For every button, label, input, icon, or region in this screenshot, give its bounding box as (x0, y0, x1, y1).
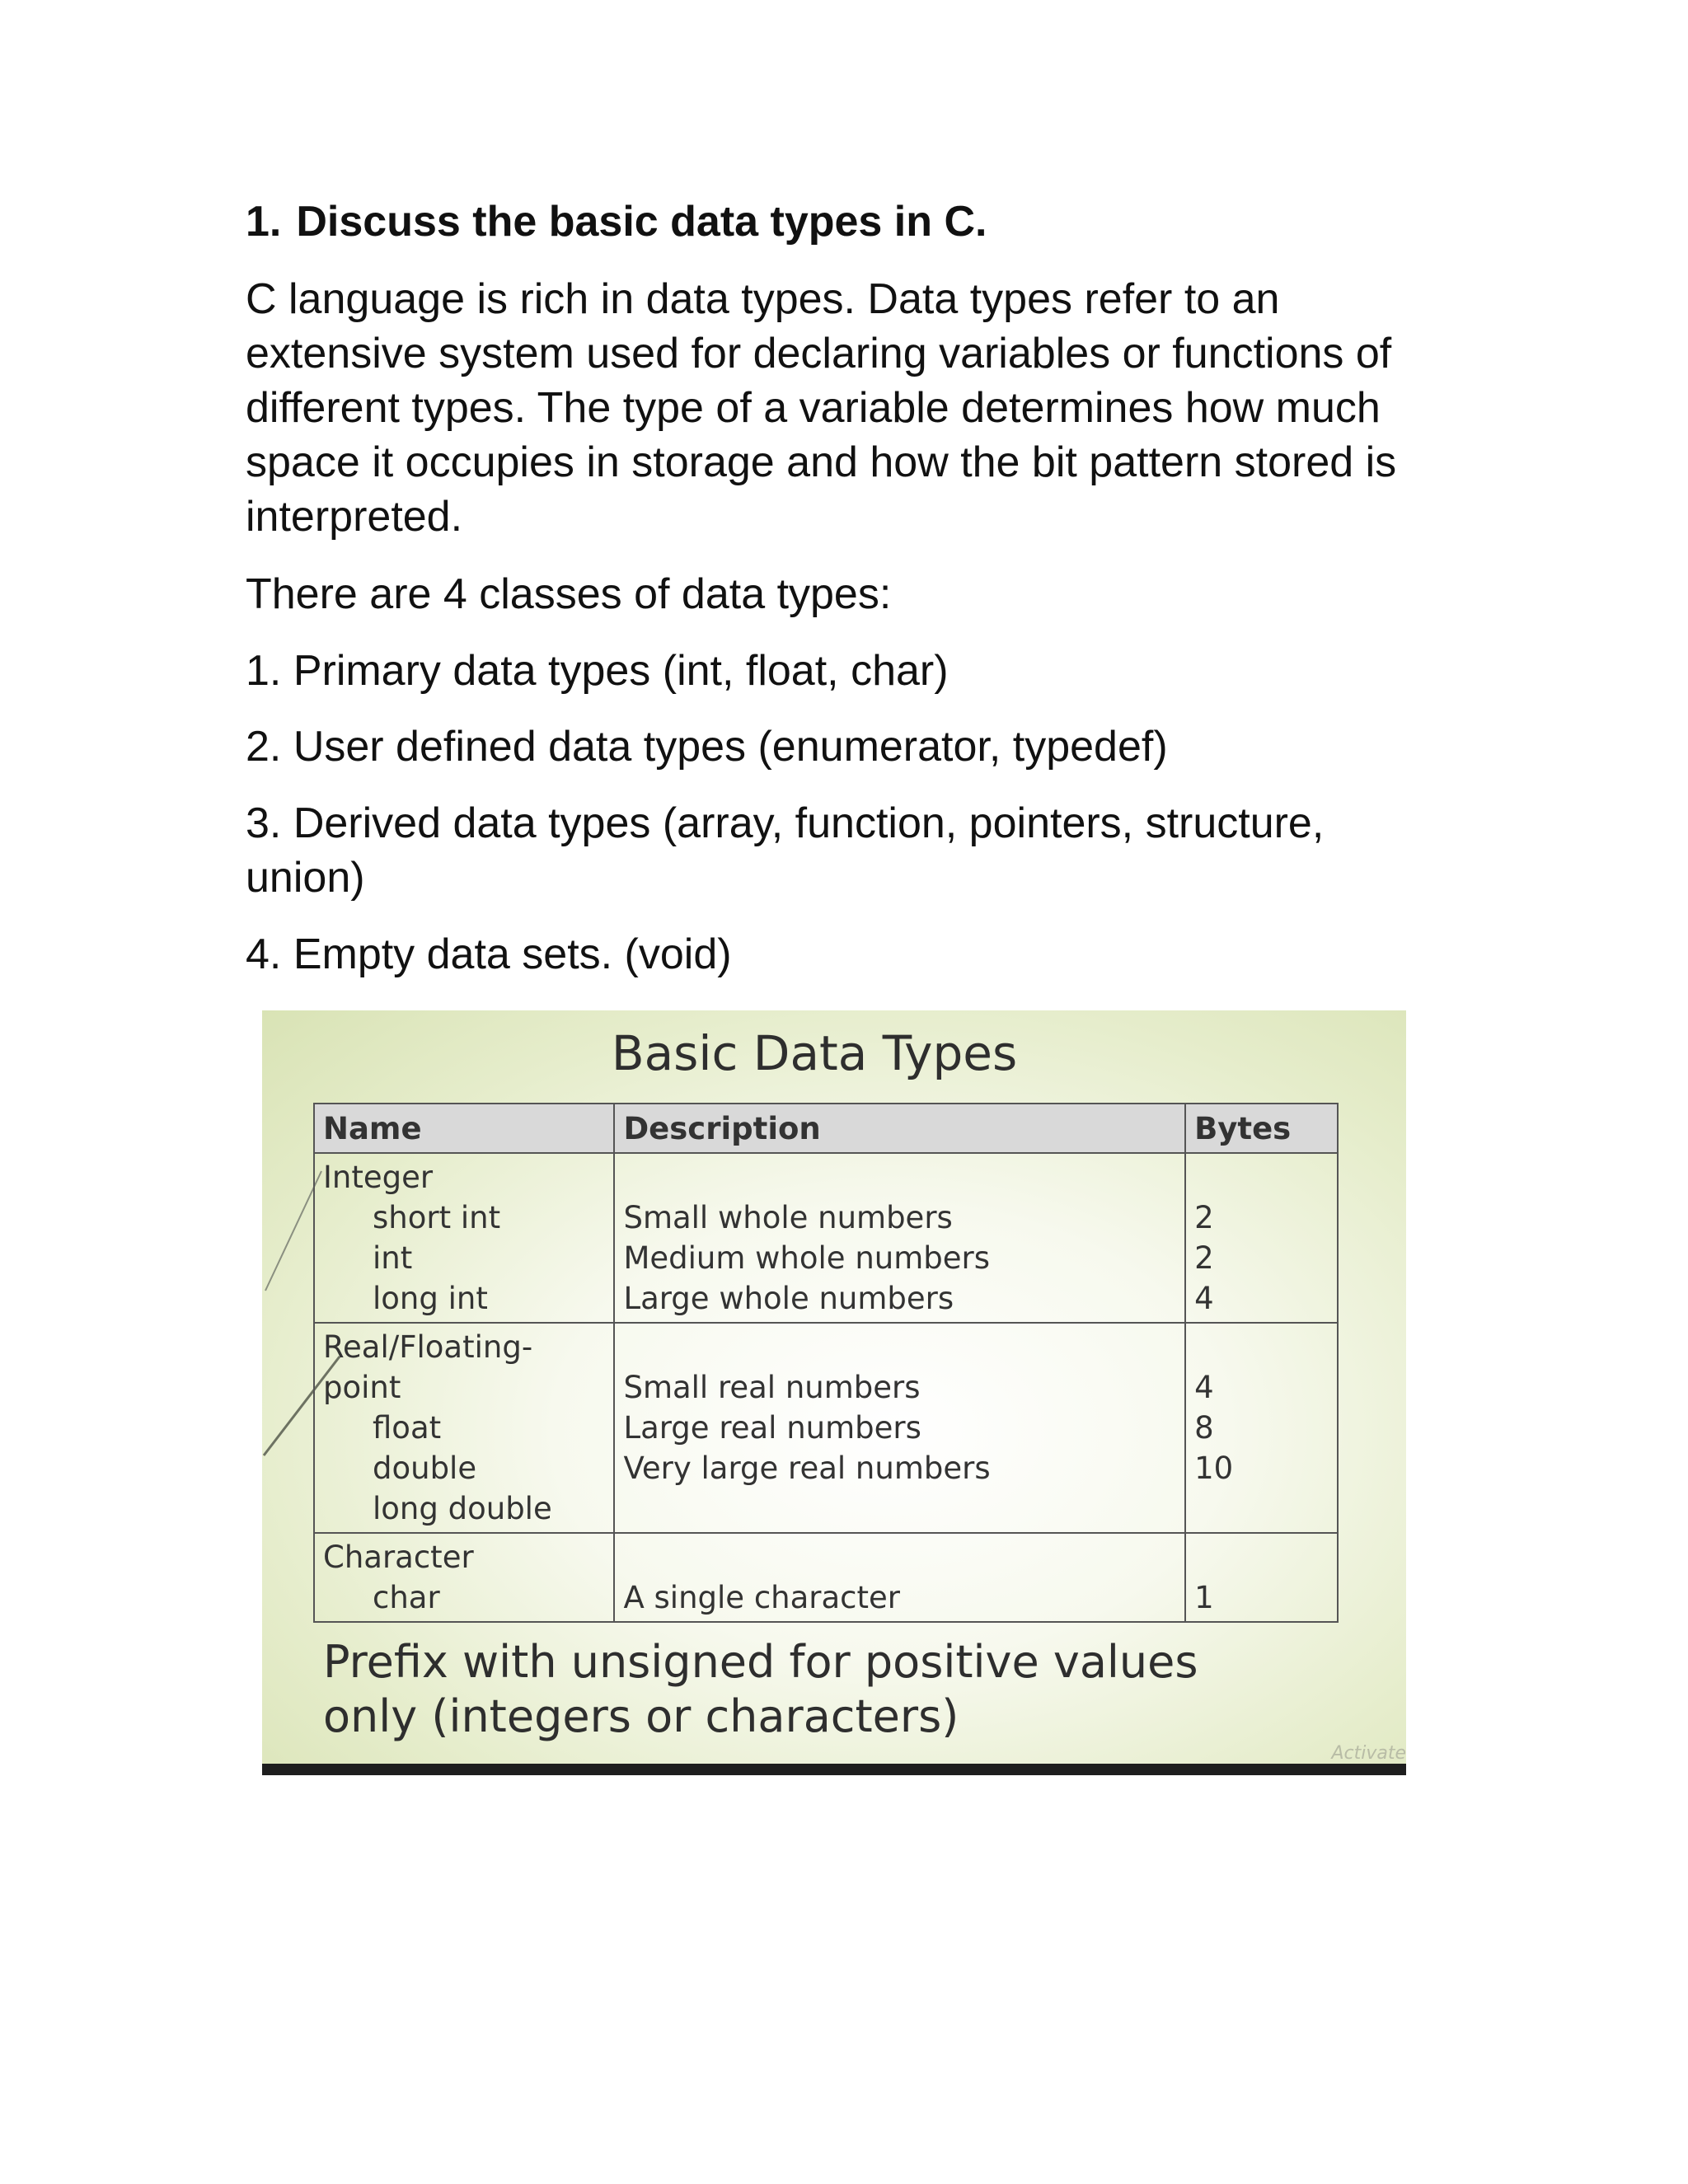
table-row-character (314, 1533, 1338, 1622)
table-row-real (314, 1323, 1338, 1533)
question-title: Discuss the basic data types in C. (296, 198, 987, 246)
real-names (314, 1323, 614, 1533)
table-header-row (314, 1104, 1338, 1153)
slide-image (262, 1010, 1406, 1775)
integer-descriptions (614, 1153, 1185, 1323)
type-description: Small whole numbers (623, 1200, 953, 1235)
group-label-real-cont: point (323, 1370, 401, 1405)
class-item-1: 1. Primary data types (int, float, char) (246, 647, 949, 695)
type-bytes: 10 (1194, 1451, 1234, 1486)
type-bytes: 4 (1194, 1281, 1214, 1316)
type-name: long double (373, 1491, 552, 1526)
type-description: A single character (623, 1580, 901, 1615)
data-types-table (313, 1103, 1339, 1623)
type-description: Large real numbers (623, 1410, 921, 1446)
class-item-2: 2. User defined data types (enumerator, typedef) (246, 723, 1168, 771)
character-bytes (1185, 1533, 1338, 1622)
intro-paragraph: C language is rich in data types. Data types refer to an extensive system used for declaring variables or functions of different types. The type of a variable determines how much space it occupies in storage and how the bit pattern stored is interpreted. (246, 275, 1397, 541)
group-label-character: Character (323, 1540, 474, 1575)
type-name: char (373, 1580, 440, 1615)
type-description: Medium whole numbers (623, 1240, 990, 1276)
character-descriptions (614, 1533, 1185, 1622)
classes-intro: There are 4 classes of data types: (246, 570, 892, 618)
slide-bottom-bar (262, 1764, 1406, 1775)
unsigned-note-line1: Prefix with unsigned for positive values (323, 1636, 1198, 1688)
type-description: Small real numbers (623, 1370, 921, 1405)
type-name: long int (373, 1281, 488, 1316)
question-heading (246, 196, 987, 247)
type-bytes: 2 (1194, 1200, 1214, 1235)
table-row-integer (314, 1153, 1338, 1323)
header-name: Name (314, 1104, 614, 1153)
class-item-4: 4. Empty data sets. (void) (246, 930, 732, 978)
unsigned-note-line2: only (integers or characters) (323, 1690, 959, 1742)
type-name: float (373, 1410, 442, 1446)
type-bytes: 4 (1194, 1370, 1214, 1405)
character-names (314, 1533, 614, 1622)
group-label-integer: Integer (323, 1160, 434, 1195)
class-item-3: 3. Derived data types (array, function, pointers, structure, union) (246, 799, 1325, 902)
type-description: Very large real numbers (623, 1451, 991, 1486)
type-name: short int (373, 1200, 501, 1235)
header-bytes: Bytes (1185, 1104, 1338, 1153)
type-name: int (373, 1240, 413, 1276)
question-number: 1. (246, 198, 282, 246)
integer-bytes (1185, 1153, 1338, 1323)
slide-title: Basic Data Types (611, 1025, 1018, 1081)
type-bytes: 1 (1194, 1580, 1214, 1615)
real-descriptions (614, 1323, 1185, 1533)
type-bytes: 8 (1194, 1410, 1214, 1446)
group-label-real: Real/Floating- (323, 1329, 533, 1365)
activation-watermark: Activate (1331, 1743, 1406, 1764)
type-description: Large whole numbers (623, 1281, 954, 1316)
header-description: Description (614, 1104, 1185, 1153)
real-bytes (1185, 1323, 1338, 1533)
type-bytes: 2 (1194, 1240, 1214, 1276)
type-name: double (373, 1451, 477, 1486)
integer-names (314, 1153, 614, 1323)
unsigned-note (323, 1635, 1312, 1744)
